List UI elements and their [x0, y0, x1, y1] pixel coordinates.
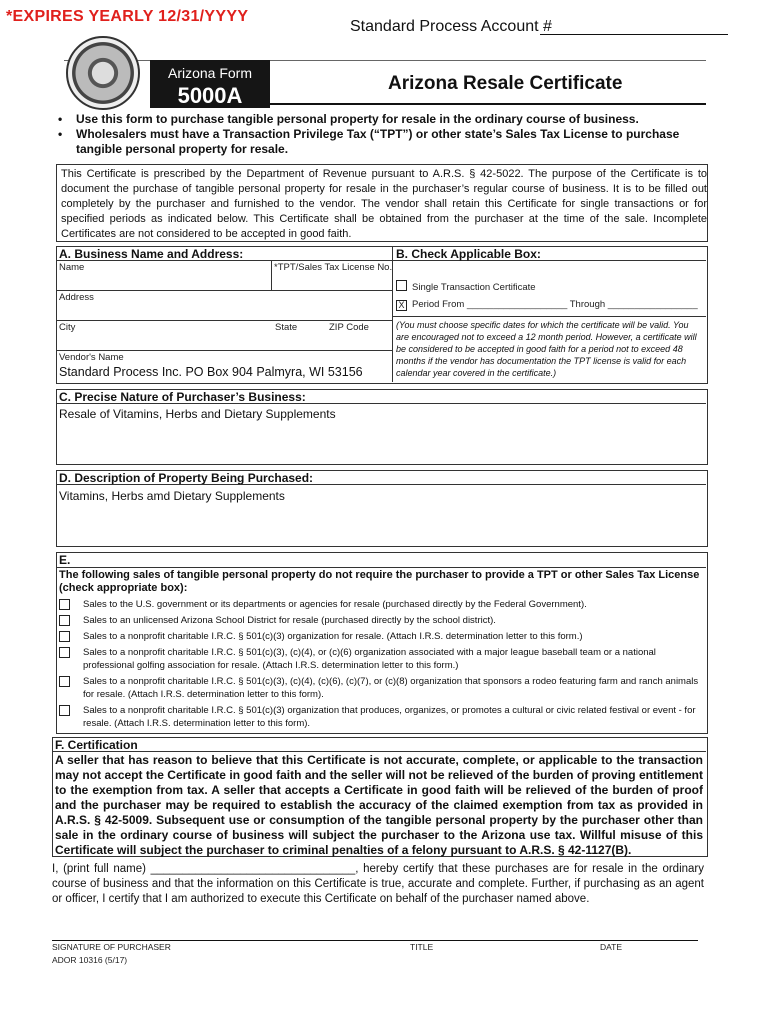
exemption-item[interactable] — [59, 704, 704, 730]
tpt-field[interactable] — [272, 274, 391, 290]
section-c-rule — [56, 403, 706, 404]
exemption-text: Sales to a nonprofit charitable I.R.C. § 501(c)(3) organization for resale. (Attach I.R.S. determination letter to this form.) — [83, 631, 583, 642]
section-d-rule — [56, 484, 706, 485]
state-seal-icon — [66, 36, 140, 110]
section-a-heading: A. Business Name and Address: — [59, 247, 244, 261]
section-e-heading: E. — [59, 553, 71, 567]
exemption-list — [59, 598, 704, 733]
city-label: City — [59, 322, 76, 333]
single-transaction-option[interactable] — [396, 280, 536, 293]
city-state-zip-field[interactable] — [57, 334, 391, 350]
address-rule — [56, 290, 392, 291]
exemption-item[interactable] — [59, 630, 704, 643]
signature-line[interactable] — [52, 940, 698, 941]
period-label: Period From ___________________ Through _________________ — [412, 299, 698, 310]
vendor-label: Vendor's Name — [59, 352, 124, 363]
state-label: State — [275, 322, 298, 333]
period-option[interactable] — [396, 299, 698, 311]
exemption-text: Sales to the U.S. government or its departments or agencies for resale (purchased directly by the Federal Government). — [83, 599, 587, 610]
section-c-heading: C. Precise Nature of Purchaser’s Business: — [59, 390, 306, 404]
single-transaction-checkbox[interactable] — [396, 280, 407, 291]
section-f-rule — [52, 751, 706, 752]
section-f-heading: F. Certification — [55, 738, 138, 752]
tpt-label: *TPT/Sales Tax License No. — [274, 262, 393, 273]
zip-label: ZIP Code — [329, 322, 369, 333]
section-e-intro: The following sales of tangible personal property do not require the purchaser to provide a TPT or other Sales Tax License (check appropriate box): — [59, 569, 700, 594]
page-title: Arizona Resale Certificate — [388, 73, 623, 94]
exemption-item[interactable] — [59, 675, 704, 701]
title-label: TITLE — [410, 942, 434, 952]
form-number: 5000A — [177, 83, 243, 108]
vendor-value: Standard Process Inc. PO Box 904 Palmyra, WI 53156 — [59, 365, 363, 379]
section-b-heading: B. Check Applicable Box: — [396, 247, 541, 261]
exemption-checkbox[interactable] — [59, 676, 70, 687]
exemption-item[interactable] — [59, 646, 704, 672]
period-checkbox[interactable]: X — [396, 300, 407, 311]
title-rule — [270, 103, 706, 105]
account-label: Standard Process Account # — [350, 18, 552, 35]
exemption-item[interactable] — [59, 598, 704, 611]
exemption-checkbox[interactable] — [59, 615, 70, 626]
account-number-field[interactable] — [540, 34, 728, 35]
date-label: DATE — [600, 942, 623, 952]
intro-paragraph: This Certificate is prescribed by the Department of Revenue pursuant to A.R.S. § 42-5022. The purpose of the Certificate is to document the purchase of tangible personal property for resale in the purchaser’s regular course of business. It is to be filled out completely by the purchaser and furnished to the vendor. The vendor shall retain this Certificate for single transactions or for specified periods as indicated below. This Certificate shall be obtained from the purchaser at the time of the sale. Incomplete Certificates are not considered to be accepted in good faith. — [56, 164, 708, 242]
section-e-rule — [56, 567, 706, 568]
exemption-item[interactable] — [59, 614, 704, 627]
exemption-text: Sales to an unlicensed Arizona School District for resale (purchased directly by the school district). — [83, 615, 496, 626]
exemption-checkbox[interactable] — [59, 631, 70, 642]
vendor-rule — [56, 350, 392, 351]
bullet-item: • Use this form to purchase tangible personal property for resale in the ordinary course of business. — [56, 112, 706, 127]
form-badge — [150, 60, 270, 108]
period-rule — [392, 316, 706, 317]
city-rule — [56, 320, 392, 321]
business-nature-value[interactable]: Resale of Vitamins, Herbs and Dietary Supplements — [59, 407, 336, 421]
exemption-checkbox[interactable] — [59, 647, 70, 658]
exemption-checkbox[interactable] — [59, 705, 70, 716]
exemption-checkbox[interactable] — [59, 599, 70, 610]
form-id: ADOR 10316 (5/17) — [52, 955, 128, 965]
property-description-value[interactable]: Vitamins, Herbs amd Dietary Supplements — [59, 489, 285, 503]
period-note: (You must choose specific dates for which the certificate will be valid. You are encouraged not to exceed a 12 month period. However, a certificate will be considered to be accepted in good faith for a period not to exceed 48 months if the vendor has documentation the TPT license is valid for each calendar year covered in the certificate.) — [396, 320, 697, 378]
bullet-item: • Wholesalers must have a Transaction Privilege Tax (“TPT”) or other state’s Sales Tax License to purchase tangible personal property for resale. — [56, 127, 706, 157]
expires-notice: *EXPIRES YEARLY 12/31/YYYY — [6, 8, 249, 25]
signature-label: SIGNATURE OF PURCHASER — [52, 942, 171, 952]
single-transaction-label: Single Transaction Certificate — [412, 282, 536, 293]
exemption-text: Sales to a nonprofit charitable I.R.C. § 501(c)(3) organization that produces, organizes, or promotes a cultural or civic related festival or event - for resale. (Attach I.R.S. determination letter to this form). — [83, 705, 696, 729]
certification-text: A seller that has reason to believe that this Certificate is not accurate, complete, or applicable to the transaction may not accept the Certificate in good faith and the seller will not be relieved of the burden of proving entitlement to the exemption from tax. A seller that accepts a Certificate in good faith will be relieved of the burden of proof and the purchaser may be required to establish the accuracy of the claimed exemption from tax as provided in A.R.S. § 42-5009. Subsequent use or consumption of the tangible personal property by the purchaser other than sale in the ordinary course of business will subject the purchaser to the Arizona use tax. Willful misuse of this Certificate will subject the purchaser to criminal penalties of a felony pursuant to A.R.S. § 42-1127(B). — [55, 753, 703, 857]
form-badge-label: Arizona Form — [167, 65, 253, 81]
instruction-bullets — [56, 112, 706, 157]
address-label: Address — [59, 292, 94, 303]
certify-statement: I, (print full name) ________________________________, hereby certify that these purchases are for resale in the ordinary course of business and that the information on this Certificate is true, accurate and complete. Further, if purchasing as an agent or officer, I certify that I am authorized to execute this Certificate on behalf of the purchaser named above. — [52, 863, 704, 905]
exemption-text: Sales to a nonprofit charitable I.R.C. § 501(c)(3), (c)(4), (c)(6), (c)(7), or (c)(8) organization that sponsors a rodeo featuring farm and ranch animals for resale. (Attach I.R.S. determination letter to this form). — [83, 676, 699, 700]
name-label: Name — [59, 262, 85, 273]
section-ab-divider — [392, 246, 393, 382]
name-field[interactable] — [57, 262, 271, 290]
exemption-text: Sales to a nonprofit charitable I.R.C. § 501(c)(3), (c)(4), or (c)(6) organization associated with a major league baseball team or a national professional golfing association for resale. (Attach I.R.S. determination letter to this form.) — [83, 647, 656, 671]
address-field[interactable] — [57, 304, 391, 320]
section-d-heading: D. Description of Property Being Purchased: — [59, 471, 314, 485]
